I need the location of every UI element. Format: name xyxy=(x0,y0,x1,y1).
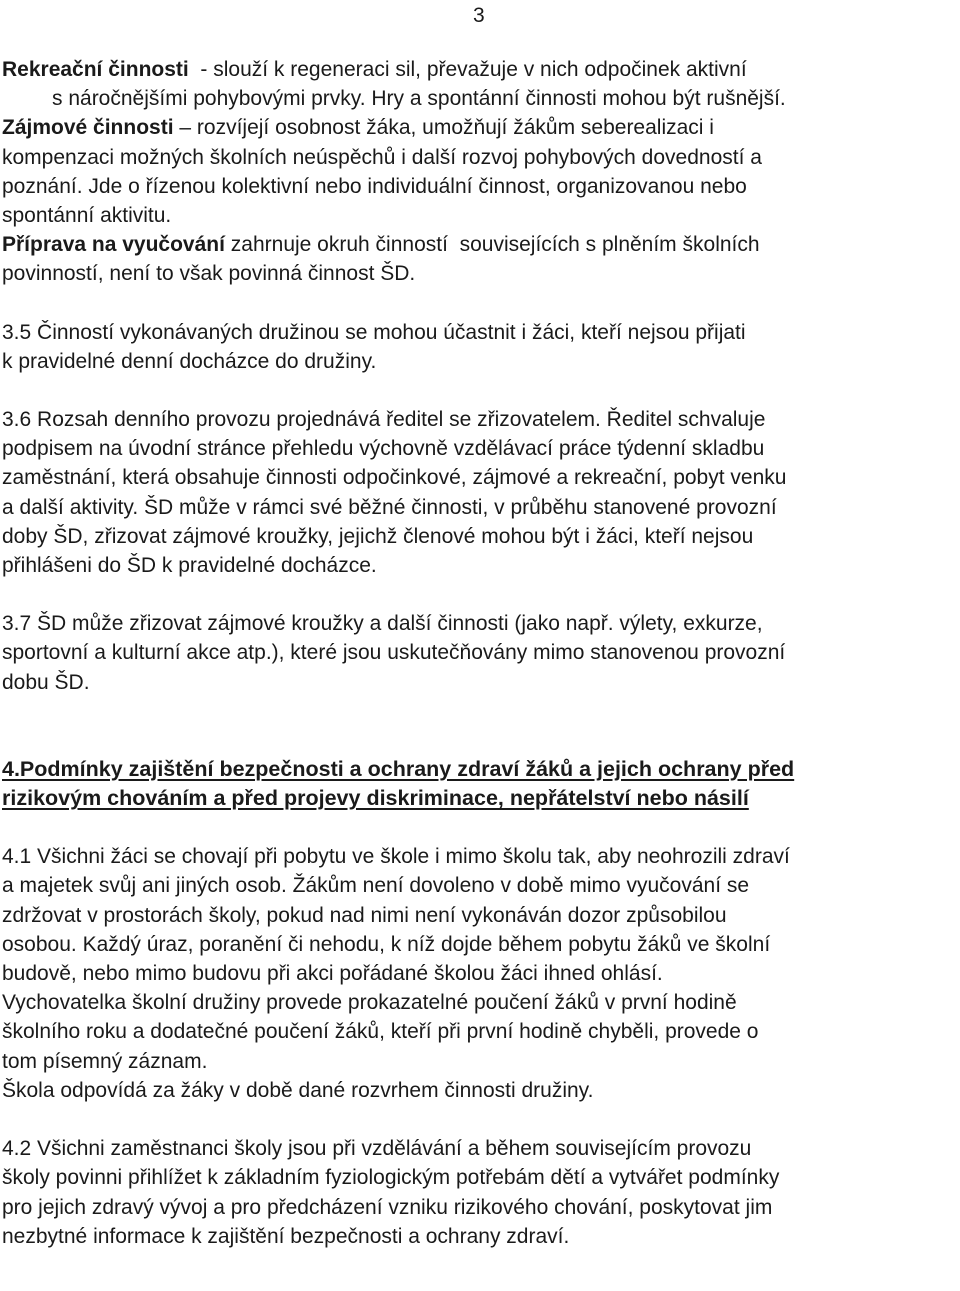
paragraph-zajmove xyxy=(2,113,958,230)
text-line: povinností, není to však povinná činnost ŠD. xyxy=(2,262,416,286)
text-line: Škola odpovídá za žáky v době dané rozvrhem činnosti družiny. xyxy=(2,1078,594,1102)
text-line xyxy=(2,230,958,259)
document-body xyxy=(2,55,958,1251)
text-line: školního roku a dodatečné poučení žáků, kteří při první hodině chyběli, provede o xyxy=(2,1020,759,1044)
text-line: s náročnějšími pohybovými prvky. Hry a spontánní činnosti mohou být rušnější. xyxy=(52,87,786,111)
section-4-heading xyxy=(2,755,958,813)
text-line: Vychovatelka školní družiny provede prokazatelné poučení žáků v první hodině xyxy=(2,991,737,1015)
paragraph-priprava xyxy=(2,230,958,288)
text-line xyxy=(2,55,958,84)
section-3-5 xyxy=(2,318,958,376)
text-line: 3.6 Rozsah denního provozu projednává ředitel se zřizovatelem. Ředitel schvaluje xyxy=(2,408,766,432)
section-4-2 xyxy=(2,1134,958,1251)
text-line: školy povinni přihlížet k základním fyziologickým potřebám dětí a vytvářet podmínky xyxy=(2,1166,780,1190)
paragraph-rekreacni xyxy=(2,55,958,113)
term-zajmove-cinnosti: Zájmové činnosti xyxy=(2,116,174,140)
term-rekreacni-cinnosti: Rekreační činnosti xyxy=(2,58,189,81)
text-line: pro jejich zdravý vývoj a pro předcházení vzniku rizikového chování, poskytovat jim xyxy=(2,1195,773,1219)
text-line: kompenzaci možných školních neúspěchů i další rozvoj pohybových dovedností a xyxy=(2,145,762,169)
section-3-7 xyxy=(2,609,958,697)
text-line: poznání. Jde o řízenou kolektivní nebo individuální činnost, organizovanou nebo xyxy=(2,174,747,198)
text-line: spontánní aktivitu. xyxy=(2,204,172,228)
text-line: 3.7 ŠD může zřizovat zájmové kroužky a další činnosti (jako např. výlety, exkurze, xyxy=(2,612,763,636)
text-line: a další aktivity. ŠD může v rámci své běžné činnosti, v průběhu stanovené provozní xyxy=(2,495,777,519)
text-span: - slouží k regeneraci sil, převažuje v nich odpočinek aktivní xyxy=(188,58,747,81)
text-line: 3.5 Činností vykonávaných družinou se mohou účastnit i žáci, kteří nejsou přijati xyxy=(2,320,746,344)
page-number: 3 xyxy=(473,4,485,27)
text-line: 4.2 Všichni zaměstnanci školy jsou při vzdělávání a během souvisejícím provozu xyxy=(2,1137,752,1161)
text-line: k pravidelné denní docházce do družiny. xyxy=(2,349,377,373)
text-line: přihlášeni do ŠD k pravidelné docházce. xyxy=(2,554,377,578)
text-line: budově, nebo mimo budovu při akci pořádané školou žáci ihned ohlásí. xyxy=(2,962,663,986)
text-span: zahrnuje okruh činností souvisejících s plněním školních xyxy=(224,233,760,257)
text-line: dobu ŠD. xyxy=(2,670,90,694)
text-line: osobou. Každý úraz, poranění či nehodu, k níž dojde během pobytu žáků ve školní xyxy=(2,932,771,956)
text-line: zdržovat v prostorách školy, pokud nad nimi není vykonáván dozor způsobilou xyxy=(2,903,727,927)
text-line: 4.1 Všichni žáci se chovají při pobytu ve škole i mimo školu tak, aby neohrozili zdraví xyxy=(2,845,790,869)
section-3-6 xyxy=(2,405,958,580)
text-line: doby ŠD, zřizovat zájmové kroužky, jejichž členové mohou být i žáci, kteří nejsou xyxy=(2,524,754,548)
text-line: nezbytné informace k zajištění bezpečnosti a ochrany zdraví. xyxy=(2,1224,570,1248)
heading-line: rizikovým chováním a před projevy diskriminace, nepřátelství nebo násilí xyxy=(2,786,749,811)
text-line xyxy=(2,113,958,142)
section-4-1 xyxy=(2,842,958,1105)
text-line: tom písemný záznam. xyxy=(2,1049,208,1073)
text-span: – rozvíjejí osobnost žáka, umožňují žákům seberealizaci i xyxy=(173,116,714,140)
text-line: sportovní a kulturní akce atp.), které jsou uskutečňovány mimo stanovenou provozní xyxy=(2,641,786,665)
heading-line: 4.Podmínky zajištění bezpečnosti a ochrany zdraví žáků a jejich ochrany před xyxy=(2,756,795,781)
text-line: podpisem na úvodní stránce přehledu výchovně vzdělávací práce týdenní skladbu xyxy=(2,437,765,461)
text-line: zaměstnání, která obsahuje činnosti odpočinkové, zájmové a rekreační, pobyt venku xyxy=(2,466,787,490)
term-priprava-na-vyucovani: Příprava na vyučování xyxy=(2,233,225,257)
text-line: a majetek svůj ani jiných osob. Žákům není dovoleno v době mimo vyučování se xyxy=(2,874,750,898)
